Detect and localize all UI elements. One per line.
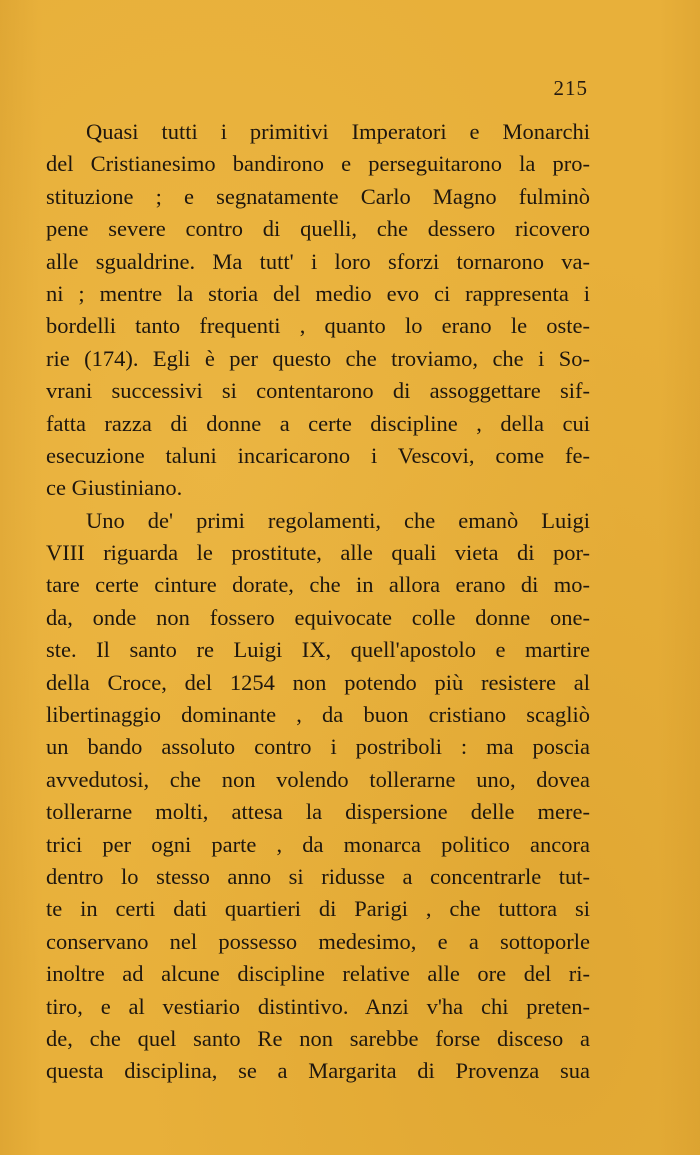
text-line: de, che quel santo Re non sarebbe forse disceso a xyxy=(46,1025,590,1051)
text-line: ni ; mentre la storia del medio evo ci rappresenta i xyxy=(46,280,590,306)
text-line: libertinaggio dominante , da buon cristiano scagliò xyxy=(46,702,590,728)
text-line: Quasi tutti i primitivi Imperatori e Monarchi xyxy=(86,119,590,144)
text-line: conservano nel possesso medesimo, e a sottoporle xyxy=(46,928,590,954)
text-line: ce Giustiniano. xyxy=(46,475,183,501)
text-line: rie (174). Egli è per questo che troviamo, che i So- xyxy=(46,345,590,371)
text-line: tollerarne molti, attesa la dispersione delle mere- xyxy=(46,799,590,825)
text-line: un bando assoluto contro i postriboli : ma poscia xyxy=(46,734,590,760)
text-line: avvedutosi, che non volendo tollerarne uno, dovea xyxy=(46,766,590,792)
paragraph-1 xyxy=(46,116,590,505)
text-line: te in certi dati quartieri di Parigi , che tuttora si xyxy=(46,896,590,922)
text-line: da, onde non fossero equivocate colle donne one- xyxy=(46,604,590,630)
text-line: pene severe contro di quelli, che dessero ricovero xyxy=(46,216,590,242)
text-line: tare certe cinture dorate, che in allora erano di mo- xyxy=(46,572,590,598)
paragraph-2 xyxy=(46,505,590,1088)
text-line: dentro lo stesso anno si ridusse a concentrarle tut- xyxy=(46,863,590,889)
text-line: della Croce, del 1254 non potendo più resistere al xyxy=(46,669,590,695)
text-line: fatta razza di donne a certe discipline , della cui xyxy=(46,410,590,436)
text-line: questa disciplina, se a Margarita di Provenza sua xyxy=(46,1058,590,1084)
text-line: bordelli tanto frequenti , quanto lo erano le oste- xyxy=(46,313,590,339)
text-line: tiro, e al vestiario distintivo. Anzi v'ha chi preten- xyxy=(46,993,590,1019)
text-line: del Cristianesimo bandirono e perseguitarono la pro- xyxy=(46,151,590,177)
text-line: trici per ogni parte , da monarca politico ancora xyxy=(46,831,590,857)
text-line: Uno de' primi regolamenti, che emanò Luigi xyxy=(86,507,590,533)
text-line: ste. Il santo re Luigi IX, quell'apostolo e martire xyxy=(46,637,590,663)
page-number: 215 xyxy=(553,76,588,100)
text-line: vrani successivi si contentarono di assoggettare sif- xyxy=(46,378,590,404)
text-line: alle sgualdrine. Ma tutt' i loro sforzi tornarono va- xyxy=(46,248,590,274)
text-line: stituzione ; e segnatamente Carlo Magno fulminò xyxy=(46,183,590,209)
text-line: inoltre ad alcune discipline relative alle ore del ri- xyxy=(46,961,590,987)
text-line: VIII riguarda le prostitute, alle quali vieta di por- xyxy=(46,540,590,566)
body-text xyxy=(46,116,590,1088)
text-line: esecuzione taluni incaricarono i Vescovi, come fe- xyxy=(46,442,590,468)
